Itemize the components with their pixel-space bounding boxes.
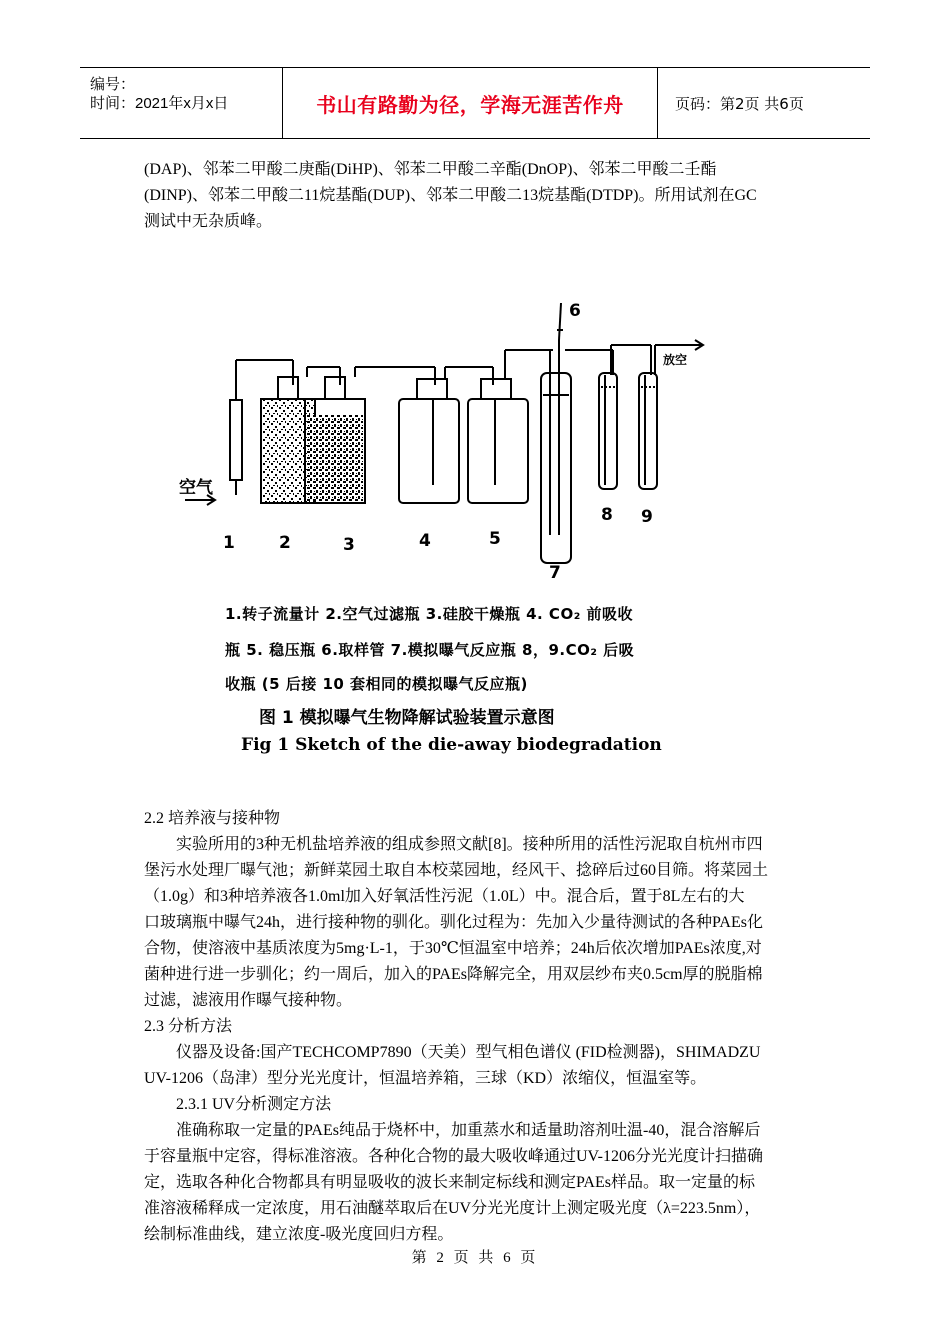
part-number-9: 9 xyxy=(641,507,653,527)
header-motto: 书山有路勤为径，学海无涯苦作舟 xyxy=(283,68,658,138)
section-2-3-line-1: 仪器及设备:国产TECHCOMP7890（天美）型气相色谱仪 (FID检测器)，SHIMADZU xyxy=(176,1044,761,1061)
co2-post-bottle-9 xyxy=(639,373,657,489)
section-2-2-line-2: 堡污水处理厂曝气池；新鲜菜园土取自本校菜园地，经风干、捻碎后过60目筛。将菜园土 xyxy=(144,862,769,879)
section-2-2-line-5: 合物，使溶液中基质浓度为5mg·L-1，于30℃恒温室中培养；24h后依次增加PAEs浓度,对 xyxy=(144,940,762,957)
part-number-2: 2 xyxy=(279,533,291,553)
number-label: 编号： xyxy=(90,76,136,93)
part-number-6: 6 xyxy=(569,301,581,321)
part-number-8: 8 xyxy=(601,505,613,525)
part-number-7: 7 xyxy=(549,563,561,583)
section-2-3-1-line-4: 准溶液稀释成一定浓度，用石油醚萃取后在UV分光光度计上测定吸光度（λ=223.5nm）， xyxy=(144,1200,761,1217)
section-2-3-1-heading: 2.3.1 UV分析测定方法 xyxy=(176,1096,332,1113)
page-header xyxy=(80,67,870,139)
page-label-text: 页码：第2页 共6页 xyxy=(675,94,804,113)
header-page-label xyxy=(665,68,870,138)
intro-line-2: (DINP)、邻苯二甲酸二11烷基酯(DUP)、邻苯二甲酸二13烷基酯(DTDP)。所用试剂在GC xyxy=(144,187,757,204)
figure-caption-zh: 图 1 模拟曝气生物降解试验装置示意图 xyxy=(259,708,555,728)
outlet-label: 放空 xyxy=(663,353,688,367)
co2-post-bottle-8 xyxy=(599,373,617,489)
section-2-2-line-6: 菌种进行进一步驯化；约一周后，加入的PAEs降解完全，用双层纱布夹0.5cm厚的脱脂棉 xyxy=(144,966,763,983)
figure-caption-en: Fig 1 Sketch of the die-away biodegradation xyxy=(241,735,662,755)
section-2-3-1-line-3: 定，选取各种化合物都具有明显吸收的波长来制定标线和测定PAEs样品。取一定量的标 xyxy=(144,1174,755,1191)
page-footer: 第 2 页 共 6 页 xyxy=(411,1250,539,1266)
intro-line-3: 测试中无杂质峰。 xyxy=(144,213,273,230)
section-2-2-line-1: 实验所用的3种无机盐培养液的组成参照文献[8]。接种所用的活性污泥取自杭州市四 xyxy=(176,836,763,853)
section-2-2-heading: 2.2 培养液与接种物 xyxy=(144,810,281,827)
part-number-1: 1 xyxy=(223,533,235,553)
air-filter-bottle-2 xyxy=(261,399,315,503)
figure-legend-line-3: 收瓶 (5 后接 10 套相同的模拟曝气反应瓶) xyxy=(225,675,528,693)
section-2-2-line-7: 过滤，滤液用作曝气接种物。 xyxy=(144,992,353,1009)
intro-line-1: (DAP)、邻苯二甲酸二庚酯(DiHP)、邻苯二甲酸二辛酯(DnOP)、邻苯二甲酸二壬酯 xyxy=(144,161,717,178)
section-2-2-line-3: （1.0g）和3种培养液各1.0ml加入好氧活性污泥（1.0L）中。混合后，置于8L左右的大 xyxy=(144,888,745,905)
pressure-bottle-5 xyxy=(468,399,528,503)
flowmeter-1 xyxy=(230,400,242,480)
reactor-7 xyxy=(541,373,571,563)
section-2-3-line-2: UV-1206（岛津）型分光光度计，恒温培养箱，三球（KD）浓缩仪，恒温室等。 xyxy=(144,1070,707,1087)
section-2-3-heading: 2.3 分析方法 xyxy=(144,1018,233,1035)
section-2-3-1-line-5: 绘制标准曲线，建立浓度-吸光度回归方程。 xyxy=(144,1226,454,1243)
apparatus-diagram xyxy=(175,295,735,765)
figure-legend-line-2: 瓶 5. 稳压瓶 6.取样管 7.模拟曝气反应瓶 8，9.CO₂ 后吸 xyxy=(225,641,635,659)
section-2-2-line-4: 口玻璃瓶中曝气24h，进行接种物的驯化。驯化过程为：先加入少量待测试的各种PAEs化 xyxy=(144,914,763,931)
co2-pre-bottle-4 xyxy=(399,399,459,503)
section-2-3-1-line-2: 于容量瓶中定容，得标准溶液。各种化合物的最大吸收峰通过UV-1206分光光度计扫描确 xyxy=(144,1148,763,1165)
date-label: 时间：2021年x月x日 xyxy=(90,95,229,112)
part-number-5: 5 xyxy=(489,529,501,549)
air-label: 空气 xyxy=(179,478,213,498)
section-2-3-1-line-1: 准确称取一定量的PAEs纯品于烧杯中，加重蒸水和适量助溶剂吐温-40，混合溶解后 xyxy=(176,1122,761,1139)
figure-legend-line-1: 1.转子流量计 2.空气过滤瓶 3.硅胶干燥瓶 4. CO₂ 前吸收 xyxy=(225,605,633,623)
part-number-4: 4 xyxy=(419,531,431,551)
header-meta-cell xyxy=(80,68,283,138)
part-number-3: 3 xyxy=(343,535,355,555)
figure-apparatus xyxy=(175,295,735,765)
